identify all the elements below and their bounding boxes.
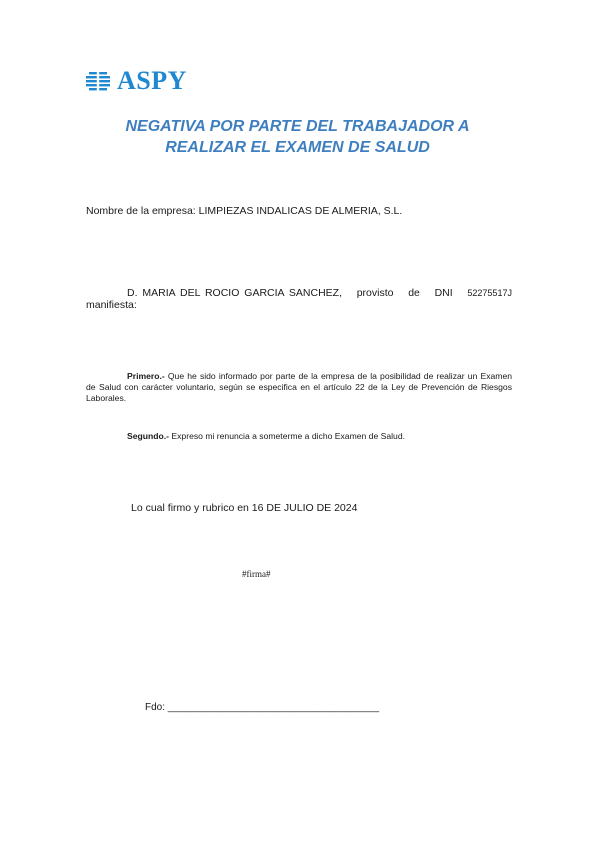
title-line-2: REALIZAR EL EXAMEN DE SALUD xyxy=(165,139,430,156)
company-label: Nombre de la empresa: xyxy=(86,205,196,217)
fdo-label: Fdo: xyxy=(145,702,166,713)
company-name: LIMPIEZAS INDALICAS DE ALMERIA, S.L. xyxy=(198,205,403,217)
logo-text: ASPY xyxy=(117,66,187,95)
company-line xyxy=(86,205,402,217)
paragraph-segundo xyxy=(86,431,512,442)
paragraph-primero xyxy=(86,371,512,404)
declarant-statement xyxy=(86,287,512,311)
word-provisto: provisto xyxy=(356,287,394,299)
declarant-line-2: manifiesta: xyxy=(86,299,137,311)
primero-text: Que he sido informado por parte de la empresa de la posibilidad de realizar un Examen de Salud con carácter voluntario, según se especifica en el artículo 22 de la Ley de Prevención de Riesgos Laborales. xyxy=(86,371,513,403)
document-title xyxy=(0,116,595,158)
aspy-logo xyxy=(86,67,187,95)
signed-by-line xyxy=(145,702,379,714)
word-de: de xyxy=(408,287,420,299)
signature-placeholder: #firma# xyxy=(242,569,271,579)
fdo-underline: ______________________________________ xyxy=(167,702,380,713)
primero-label: Primero.- xyxy=(127,371,165,381)
aspy-logo-icon xyxy=(86,69,110,93)
signature-statement: Lo cual firmo y rubrico en 16 DE JULIO DE 2024 xyxy=(131,502,358,514)
declarant-line-1 xyxy=(86,287,512,299)
declarant-name: D. MARIA DEL ROCIO GARCIA SANCHEZ, xyxy=(127,287,342,299)
segundo-text: Expreso mi renuncia a someterme a dicho Examen de Salud. xyxy=(171,431,405,441)
title-line-1: NEGATIVA POR PARTE DEL TRABAJADOR A xyxy=(125,118,470,135)
dni-value: 52275517J xyxy=(467,288,512,298)
segundo-label: Segundo.- xyxy=(127,431,170,441)
dni-label: DNI xyxy=(434,287,453,299)
